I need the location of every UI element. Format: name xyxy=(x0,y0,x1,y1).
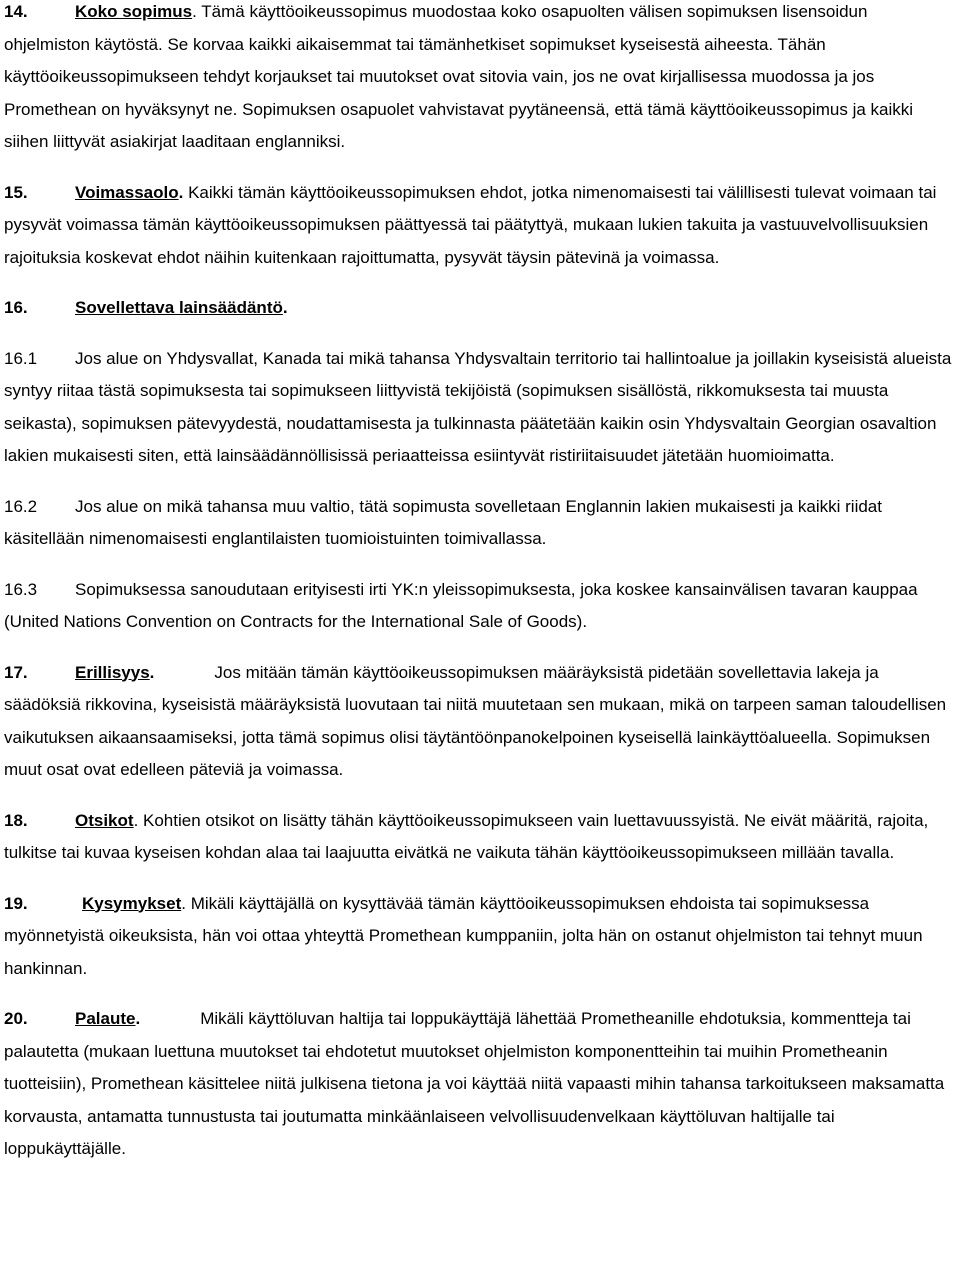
section-number: 17. xyxy=(4,662,28,682)
section-16-3 xyxy=(4,574,958,639)
section-18 xyxy=(4,805,958,870)
section-title: Otsikot xyxy=(75,810,134,830)
section-title-dot: . xyxy=(149,662,155,682)
subsection-text: Jos alue on mikä tahansa muu valtio, tätä sopimusta sovelletaan Englannin lakien mukaisesti ja kaikki riidat käsitellään nimenomaisesti englantilaisten tuomioistuinten toimivallassa. xyxy=(4,496,882,548)
subsection-number: 16.1 xyxy=(4,348,38,368)
section-title-dot: . xyxy=(135,1009,141,1028)
section-text: Kaikki tämän käyttöoikeussopimuksen ehdot, jotka nimenomaisesti tai välillisesti tulevat voimaan tai pysyvät voimassa tämän käyttöoikeussopimuksen päättyessä tai päätyttyä, mukaan lukien takuita ja vastuuvelvollisuuksien rajoituksia koskevat ehdot näihin kuitenkaan rajoittumatta, pysyvät täysin pätevinä ja voimassa. xyxy=(4,182,937,267)
subsection-text: Sopimuksessa sanoudutaan erityisesti irti YK:n yleissopimuksesta, joka koskee kansainvälisen tavaran kauppaa (United Nations Convention on Contracts for the International Sale of Goods). xyxy=(4,579,918,631)
section-number: 19. xyxy=(4,893,28,913)
section-16-2 xyxy=(4,491,958,556)
document-page xyxy=(4,0,958,1166)
section-number: 18. xyxy=(4,810,28,830)
section-title-dot: . xyxy=(282,298,288,317)
section-16-heading xyxy=(4,292,958,325)
section-text: Mikäli käyttöluvan haltija tai loppukäyttäjä lähettää Prometheanille ehdotuksia, kommentteja tai palautetta (mukaan luettuna muutokset tai ehdotetut muutokset ohjelmiston komponentteihin tai muihin Prometheanin tuotteisiin), Promethean käsittelee niitä julkisena tietona ja voi käyttää niitä vapaasti mihin tahansa tarkoitukseen maksamatta korvausta, antamatta tunnustusta tai joutumatta minkäänlaiseen velvollisuudenvelkaan käyttöluvan haltijalle tai loppukäyttäjälle. xyxy=(4,1009,945,1158)
section-number: 15. xyxy=(4,182,28,202)
section-title: Voimassaolo xyxy=(75,182,179,202)
section-number: 20. xyxy=(4,1009,28,1028)
section-number: 16. xyxy=(4,298,28,317)
subsection-number: 16.2 xyxy=(4,496,38,516)
subsection-text: Jos alue on Yhdysvallat, Kanada tai mikä tahansa Yhdysvaltain territorio tai hallintoalue ja joillakin kyseisistä alueista syntyy riitaa tästä sopimuksesta tai sopimukseen liittyvistä tekijöistä (sopimuksen sisällöstä, rikkomuksesta tai muusta seikasta), sopimuksen pätevyydestä, noudattamisesta ja tulkinnasta päätetään kaikin osin Yhdysvaltain Georgian osavaltion lakien mukaisesti siten, että lainsäädännöllisissä periaatteissa esiintyvät ristiriitaisuudet jätetään huomioimatta. xyxy=(4,348,952,465)
section-text: Jos mitään tämän käyttöoikeussopimuksen määräyksistä pidetään sovellettavia lakeja ja säädöksiä rikkovina, kyseisistä määräyksistä luovutaan tai niitä muutetaan sen mukaan, mikä on tarpeen saman taloudellisen vaikutuksen aikaansaamiseksi, jotta tämä sopimus olisi täytäntöönpanokelpoinen kyseisellä lainkäyttöalueella. Sopimuksen muut osat ovat edelleen päteviä ja voimassa. xyxy=(4,662,947,779)
section-20 xyxy=(4,1003,958,1166)
section-15 xyxy=(4,177,958,275)
section-title: Erillisyys xyxy=(75,662,150,682)
section-title: Koko sopimus xyxy=(75,2,193,21)
section-text: . Tämä käyttöoikeussopimus muodostaa koko osapuolten välisen sopimuksen lisensoidun ohjelmiston käytöstä. Se korvaa kaikki aikaisemmat tai tämänhetkiset sopimukset kyseisestä aiheesta. Tähän käyttöoikeussopimukseen tehdyt korjaukset tai muutokset ovat sitovia vain, jos ne ovat kirjallisessa muodossa ja jos Promethean on hyväksynyt ne. Sopimuksen osapuolet vahvistavat pyytäneensä, että tämä käyttöoikeussopimus ja kaikki siihen liittyvät asiakirjat laaditaan englanniksi. xyxy=(4,2,914,151)
section-number: 14. xyxy=(4,2,28,21)
section-title: Palaute xyxy=(75,1009,136,1028)
section-title: Sovellettava lainsäädäntö xyxy=(75,298,283,317)
section-14 xyxy=(4,0,958,159)
section-19 xyxy=(4,888,958,986)
section-title-dot: . xyxy=(178,182,184,202)
section-text: . Kohtien otsikot on lisätty tähän käyttöoikeussopimukseen vain luettavuussyistä. Ne eivät määritä, rajoita, tulkitse tai kuvaa kyseisen kohdan alaa tai laajuutta eivätkä ne vaikuta tähän käyttöoikeussopimukseen millään tavalla. xyxy=(4,810,929,862)
section-16-1 xyxy=(4,343,958,473)
subsection-number: 16.3 xyxy=(4,579,38,599)
section-17 xyxy=(4,657,958,787)
section-title: Kysymykset xyxy=(82,893,182,913)
section-text: . Mikäli käyttäjällä on kysyttävää tämän käyttöoikeussopimuksen ehdoista tai sopimuksessa myönnetyistä oikeuksista, hän voi ottaa yhteyttä Promethean kumppaniin, jolta hän on ostanut ohjelmiston tai tehnyt muun hankinnan. xyxy=(4,893,923,978)
